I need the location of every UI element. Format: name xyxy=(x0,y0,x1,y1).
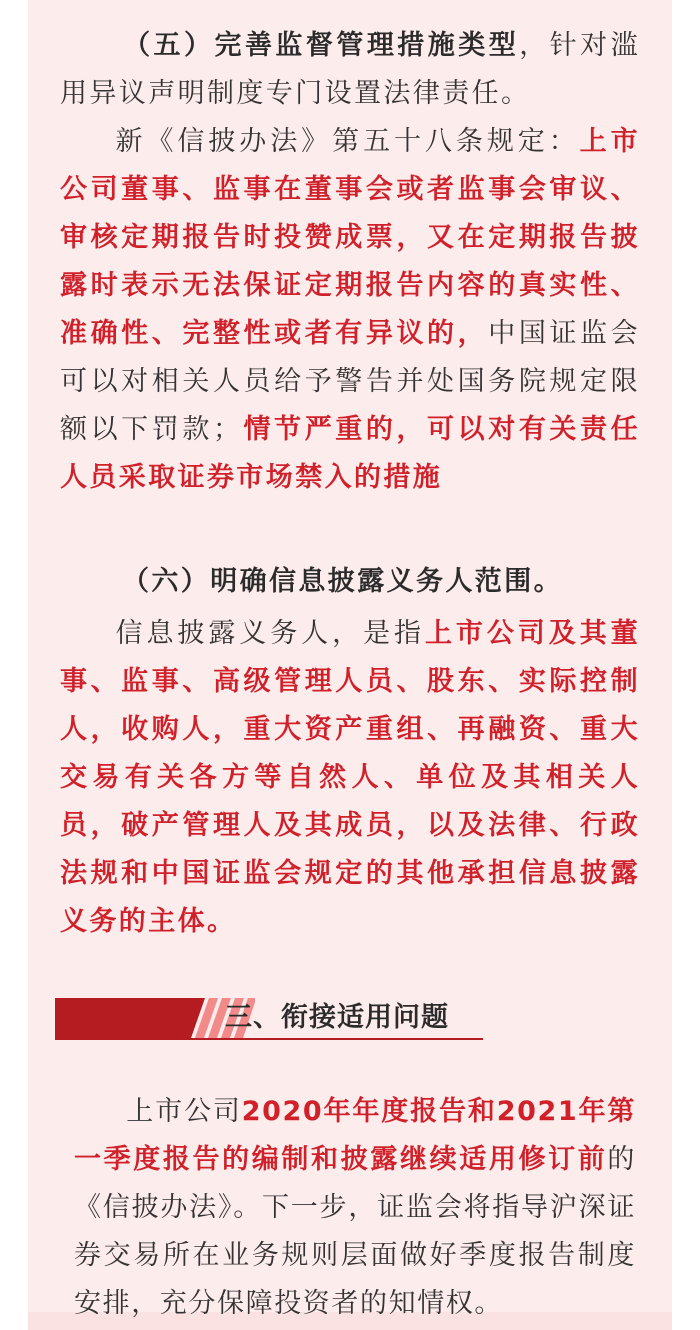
section5-intro: 新《信披办法》第五十八条规定： xyxy=(114,126,580,157)
section5-heading-rest: ，针对滥用异议声明制度专门设置法律责任。 xyxy=(60,30,640,109)
section3-intro: 上市公司 xyxy=(126,1096,242,1127)
section5-normal-text: 中国证监会可以对相关人员给予警告并处国务院规定限额以下罚款； xyxy=(60,318,641,445)
section3-red-text: 2020年年度报告和2021年第一季度报告的编制和披露继续适用修订前 xyxy=(74,1096,636,1175)
section5-paragraph xyxy=(60,22,640,118)
section3-rest: 的《信披办法》。下一步，证监会将指导沪深证券交易所在业务规则层面做好季度报告制度安排，充分保障投资者的知情权。 xyxy=(74,1144,636,1319)
section5-rule-paragraph xyxy=(60,118,640,502)
section5-red-text-1: 上市公司董事、监事在董事会或者监事会审议、审核定期报告时投赞成票，又在定期报告披露时表示无法保证定期报告内容的真实性、准确性、完整性或者有异议的， xyxy=(60,126,640,349)
section5-red-text-2: 情节严重的，可以对有关责任人员采取证券市场禁入的措施 xyxy=(60,414,640,493)
section6-intro: 信息披露义务人，是指 xyxy=(114,618,425,649)
section6-heading: （六）明确信息披露义务人范围。 xyxy=(122,566,563,597)
section3-title: 三、衔接适用问题 xyxy=(225,1002,449,1033)
banner-underline xyxy=(55,1038,483,1040)
section6-red-text: 上市公司及其董事、监事、高级管理人员、股东、实际控制人，收购人，重大资产重组、再融资、重大交易有关各方等自然人、单位及其相关人员，破产管理人及其成员，以及法律、行政法规和中国证监会规定的其他承担信息披露义务的主体。 xyxy=(60,618,640,937)
section3-paragraph xyxy=(74,1088,636,1328)
section6-paragraph xyxy=(60,610,640,946)
section6-heading-paragraph xyxy=(60,558,640,606)
section5-heading: （五）完善监督管理措施类型 xyxy=(122,30,520,61)
